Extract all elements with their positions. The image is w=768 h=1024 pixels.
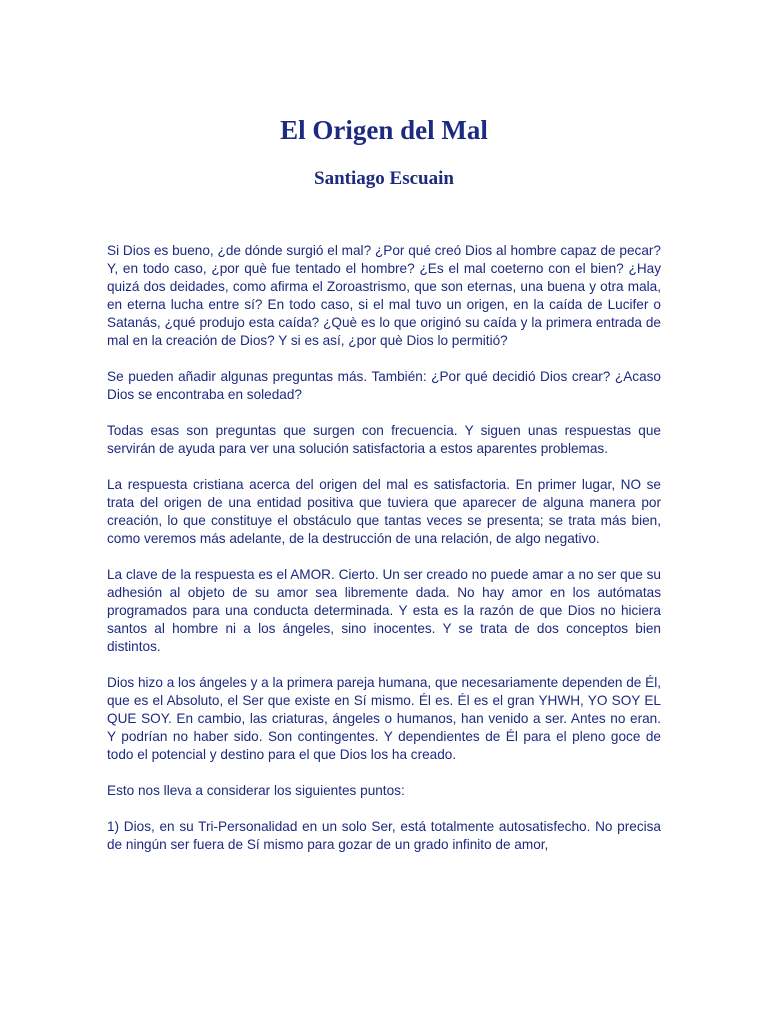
paragraph-7: Esto nos lleva a considerar los siguientes puntos: xyxy=(107,783,405,798)
paragraph-5: La clave de la respuesta es el AMOR. Cierto. Un ser creado no puede amar a no ser que su adhesión al objeto de su amor sea libremente dada. No hay amor en los autómatas programados para una conducta determinada. Y esta es la razón de que Dios no hiciera santos al hombre ni a los ángeles, sino inocentes. Y se trata de dos conceptos bien distintos. xyxy=(107,567,661,654)
paragraph-4: La respuesta cristiana acerca del origen del mal es satisfactoria. En primer lugar, NO se trata del origen de una entidad positiva que tuviera que aparecer de alguna manera por creación, lo que constituye el obstáculo que tantas veces se presenta; se trata más bien, como veremos más adelante, de la destrucción de una relación, de algo negativo. xyxy=(107,477,661,546)
paragraph-2: Se pueden añadir algunas preguntas más. También: ¿Por qué decidió Dios crear? ¿Acaso Dios se encontraba en soledad? xyxy=(107,369,661,402)
document-author: Santiago Escuain xyxy=(314,168,454,189)
paragraph-6: Dios hizo a los ángeles y a la primera pareja humana, que necesariamente dependen de Él, que es el Absoluto, el Ser que existe en Sí mismo. Él es. Él es el gran YHWH, YO SOY EL QUE SOY. En cambio, las criaturas, ángeles o humanos, han venido a ser. Antes no eran. Y podrían no haber sido. Son contingentes. Y dependientes de Él para el pleno goce de todo el potencial y destino para el que Dios los ha creado. xyxy=(107,675,661,762)
paragraph-8: 1) Dios, en su Tri-Personalidad en un solo Ser, está totalmente autosatisfecho. No precisa de ningún ser fuera de Sí mismo para gozar de un grado infinito de amor, xyxy=(107,819,661,852)
paragraph-1: Si Dios es bueno, ¿de dónde surgió el mal? ¿Por qué creó Dios al hombre capaz de pecar? Y, en todo caso, ¿por què fue tentado el hombre? ¿Es el mal coeterno con el bien? ¿Hay quizá dos deidades, como afirma el Zoroastrismo, que son eternas, una buena y otra mala, en eterna lucha entre sí? En todo caso, si el mal tuvo un origen, en la caída de Lucifer o Satanás, ¿qué produjo esta caída? ¿Què es lo que originó su caída y la primera entrada de mal en la creación de Dios? Y si es así, ¿por què Dios lo permitió? xyxy=(107,243,661,348)
paragraph-3: Todas esas son preguntas que surgen con frecuencia. Y siguen unas respuestas que servirán de ayuda para ver una solución satisfactoria a estos aparentes problemas. xyxy=(107,423,661,456)
document-body xyxy=(107,242,661,854)
document-title: El Origen del Mal xyxy=(280,115,488,145)
